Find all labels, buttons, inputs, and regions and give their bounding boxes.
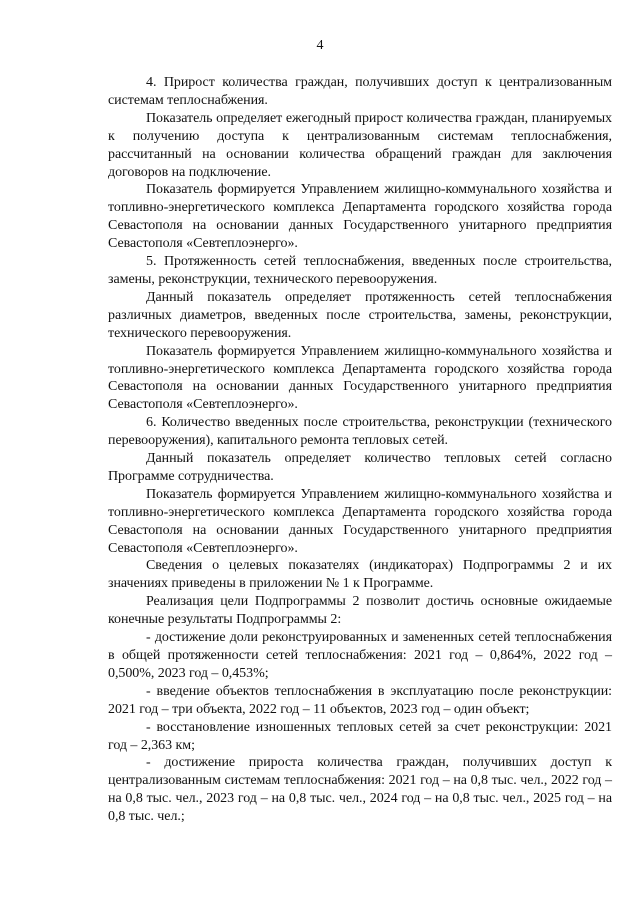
list-item: - достижение прироста количества граждан, получивших доступ к централизованным системам теплоснабжения: 2021 год – на 0,8 тыс. чел., 2022 год – на 0,8 тыс. чел., 2023 год – на 0,8 тыс. чел., 2024 год – на 0,8 тыс. чел., 2025 год – на 0,8 тыс. чел.; [108, 755, 612, 825]
paragraph: Показатель определяет ежегодный прирост количества граждан, планируемых к получению доступа к централизованным системам теплоснабжения, рассчитанный на основании количества обращений граждан для заключения договоров на подключение. [108, 110, 612, 180]
paragraph: 6. Количество введенных после строительства, реконструкции (технического перевооружения), капитального ремонта тепловых сетей. [108, 415, 612, 449]
paragraph: Сведения о целевых показателях (индикаторах) Подпрограммы 2 и их значениях приведены в приложении № 1 к Программе. [108, 558, 612, 592]
paragraph: Реализация цели Подпрограммы 2 позволит достичь основные ожидаемые конечные результаты Подпрограммы 2: [108, 594, 612, 628]
paragraph: Показатель формируется Управлением жилищно-коммунального хозяйства и топливно-энергетического комплекса Департамента городского хозяйства города Севастополя на основании данных Государственного унитарного предприятия Севастополя «Севтеплоэнерго». [108, 486, 612, 556]
page-number: 4 [316, 38, 324, 53]
paragraph: Показатель формируется Управлением жилищно-коммунального хозяйства и топливно-энергетического комплекса Департамента городского хозяйства города Севастополя на основании данных Государственного унитарного предприятия Севастополя «Севтеплоэнерго». [108, 343, 612, 413]
paragraph: 5. Протяженность сетей теплоснабжения, введенных после строительства, замены, реконструкции, технического перевооружения. [108, 254, 612, 287]
document-body [108, 74, 612, 826]
list-item: - достижение доли реконструированных и замененных сетей теплоснабжения в общей протяженности сетей теплоснабжения: 2021 год – 0,864%, 2022 год – 0,500%, 2023 год – 0,453%; [108, 630, 612, 681]
list-item: - введение объектов теплоснабжения в эксплуатацию после реконструкции: 2021 год – три объекта, 2022 год – 11 объектов, 2023 год – один объект; [108, 683, 612, 717]
paragraph: Показатель формируется Управлением жилищно-коммунального хозяйства и топливно-энергетического комплекса Департамента городского хозяйства города Севастополя на основании данных Государственного унитарного предприятия Севастополя «Севтеплоэнерго». [108, 182, 612, 252]
list-item: - восстановление изношенных тепловых сетей за счет реконструкции: 2021 год – 2,363 км; [108, 719, 612, 753]
paragraph: 4. Прирост количества граждан, получивших доступ к централизованным системам теплоснабжения. [108, 75, 612, 108]
paragraph: Данный показатель определяет протяженность сетей теплоснабжения различных диаметров, введенных после строительства, замены, реконструкции, технического перевооружения. [108, 289, 612, 341]
paragraph: Данный показатель определяет количество тепловых сетей согласно Программе сотрудничества. [108, 451, 612, 484]
